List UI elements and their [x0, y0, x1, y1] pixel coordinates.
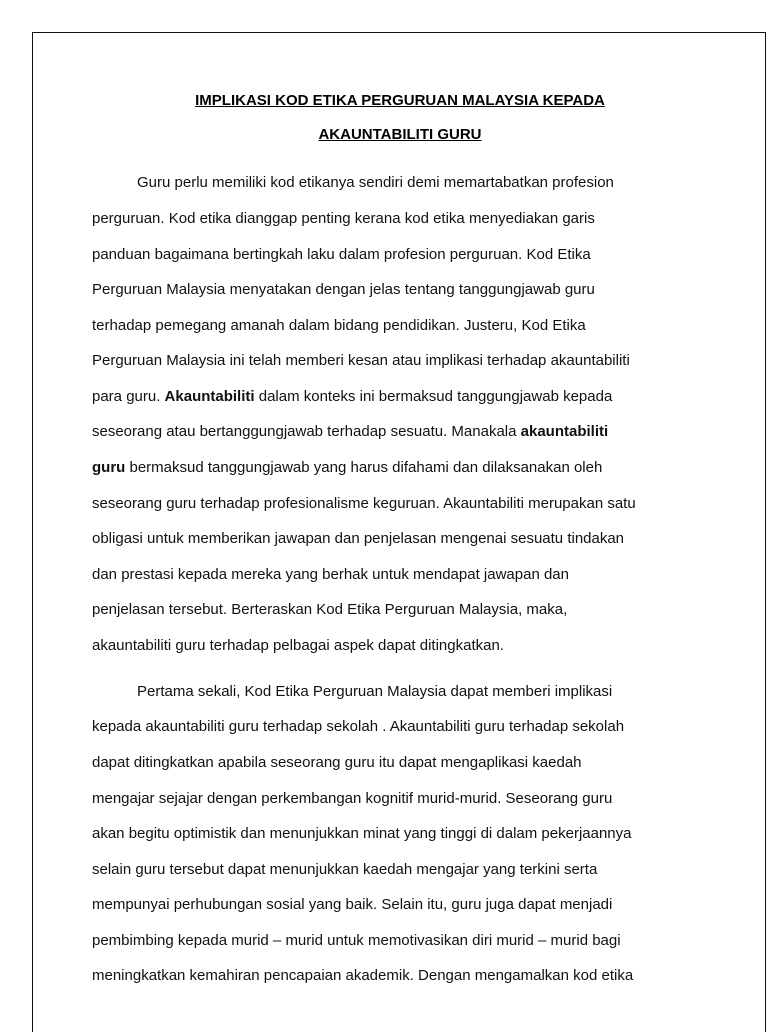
- paragraph-line: dapat ditingkatkan apabila seseorang guru itu dapat mengaplikasi kaedah: [92, 754, 582, 771]
- paragraph-line: akauntabiliti guru terhadap pelbagai aspek dapat ditingkatkan.: [92, 637, 504, 654]
- paragraph-line: mengajar sejajar dengan perkembangan kognitif murid-murid. Seseorang guru: [92, 790, 613, 807]
- document-title-line-1: IMPLIKASI KOD ETIKA PERGURUAN MALAYSIA KEPADA: [195, 92, 605, 109]
- text-span: dalam konteks ini bermaksud tanggungjawab kepada: [254, 388, 613, 405]
- paragraph-line: terhadap pemegang amanah dalam bidang pendidikan. Justeru, Kod Etika: [92, 317, 586, 334]
- text-span: bermaksud tanggungjawab yang harus difahami dan dilaksanakan oleh: [125, 459, 603, 476]
- paragraph-line: [92, 422, 608, 442]
- text-span: seseorang atau bertanggungjawab terhadap sesuatu. Manakala: [92, 423, 521, 440]
- paragraph-line: Pertama sekali, Kod Etika Perguruan Malaysia dapat memberi implikasi: [137, 683, 613, 700]
- paragraph-line: panduan bagaimana bertingkah laku dalam profesion perguruan. Kod Etika: [92, 246, 591, 263]
- paragraph-line: dan prestasi kepada mereka yang berhak untuk mendapat jawapan dan: [92, 566, 569, 583]
- paragraph-line: seseorang guru terhadap profesionalisme keguruan. Akauntabiliti merupakan satu: [92, 495, 636, 512]
- paragraph-line: akan begitu optimistik dan menunjukkan minat yang tinggi di dalam pekerjaannya: [92, 825, 632, 842]
- paragraph-line: [92, 387, 612, 407]
- paragraph-line: [92, 458, 602, 478]
- document-page: [32, 32, 766, 1032]
- paragraph-line: Perguruan Malaysia ini telah memberi kesan atau implikasi terhadap akauntabiliti: [92, 352, 630, 369]
- paragraph-line: meningkatkan kemahiran pencapaian akademik. Dengan mengamalkan kod etika: [92, 967, 634, 984]
- paragraph-line: selain guru tersebut dapat menunjukkan kaedah mengajar yang terkini serta: [92, 861, 598, 878]
- paragraph-line: mempunyai perhubungan sosial yang baik. Selain itu, guru juga dapat menjadi: [92, 896, 613, 913]
- paragraph-line: Perguruan Malaysia menyatakan dengan jelas tentang tanggungjawab guru: [92, 281, 595, 298]
- bold-term-akauntabiliti-guru: akauntabiliti: [520, 423, 609, 440]
- paragraph-line: pembimbing kepada murid – murid untuk memotivasikan diri murid – murid bagi: [92, 932, 621, 949]
- bold-term-guru: guru: [92, 459, 126, 476]
- bold-term-akauntabiliti: Akauntabiliti: [164, 388, 255, 405]
- paragraph-line: Guru perlu memiliki kod etikanya sendiri demi memartabatkan profesion: [137, 174, 614, 191]
- paragraph-line: obligasi untuk memberikan jawapan dan penjelasan mengenai sesuatu tindakan: [92, 530, 625, 547]
- text-span: para guru.: [92, 388, 165, 405]
- document-title-line-2: AKAUNTABILITI GURU: [318, 126, 482, 143]
- paragraph-line: kepada akauntabiliti guru terhadap sekolah . Akauntabiliti guru terhadap sekolah: [92, 718, 625, 735]
- paragraph-line: perguruan. Kod etika dianggap penting kerana kod etika menyediakan garis: [92, 210, 595, 227]
- paragraph-line: penjelasan tersebut. Berteraskan Kod Etika Perguruan Malaysia, maka,: [92, 601, 568, 618]
